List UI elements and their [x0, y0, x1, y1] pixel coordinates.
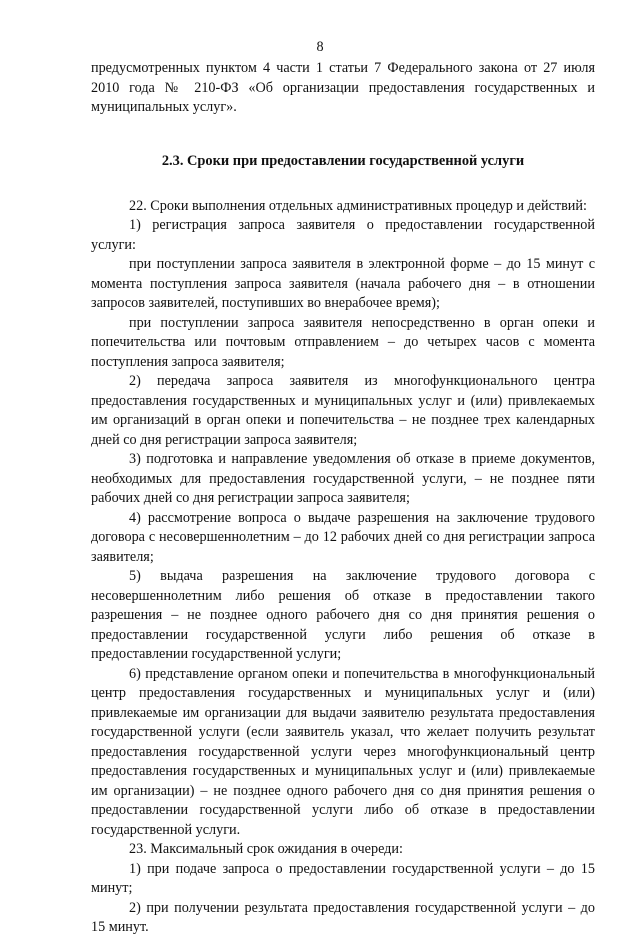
paragraph-22-item-1: 1) регистрация запроса заявителя о предоставлении государственной услуги:: [91, 217, 595, 253]
paragraph-22-item-5: 5) выдача разрешения на заключение трудового договора с несовершеннолетним либо решения об отказе в предоставлении такого разрешения – не позднее одного рабочего дня со дня принятия решения о предоставлении государственной услуги либо решения об отказе в предоставлении государственной услуги;: [91, 568, 595, 662]
paragraph-22: 22. Сроки выполнения отдельных административных процедур и действий:: [129, 197, 587, 214]
paragraph-22-item-1-direct: при поступлении запроса заявителя непосредственно в орган опеки и попечительства или почтовым отправлением – до четырех часов с момента поступления запроса заявителя;: [91, 314, 595, 370]
paragraph-22-item-4: 4) рассмотрение вопроса о выдаче разрешения на заключение трудового договора с несовершеннолетним – до 12 рабочих дней со дня регистрации запроса заявителя;: [91, 509, 595, 565]
intro-paragraph: предусмотренных пунктом 4 части 1 статьи 7 Федерального закона от 27 июля 2010 года № 210-ФЗ «Об организации предоставления государственных и муниципальных услуг».: [91, 60, 595, 115]
page-content: [91, 59, 595, 938]
paragraph-22-item-6: 6) представление органом опеки и попечительства в многофункциональный центр предоставления государственных и муниципальных услуг и (или) привлекаемые им организации для выдачи заявителю результата предоставления государственной услуги (если заявитель указал, что желает получить результат предоставления государственной услуги через многофункциональный центр предоставления государственных и муниципальных услуг и (или) привлекаемые им организации) – не позднее одного рабочего дня со дня принятия решения о предоставлении государственной услуги либо об отказе в предоставлении государственной услуги.: [91, 665, 595, 838]
paragraph-22-item-3: 3) подготовка и направление уведомления об отказе в приеме документов, необходимых для предоставления государственной услуги, – не позднее пяти рабочих дней со дня регистрации запроса заявителя;: [91, 451, 595, 506]
paragraph-22-item-1-electronic: при поступлении запроса заявителя в электронной форме – до 15 минут с момента поступления запроса заявителя (начала рабочего дня – в отношении запросов заявителей, поступивших во внерабочее время);: [91, 256, 595, 311]
paragraph-22-item-2: 2) передача запроса заявителя из многофункционального центра предоставления государственных и муниципальных услуг и (или) привлекаемых им организаций в орган опеки и попечительства – не позднее трех календарных дней со дня регистрации запроса заявителя;: [91, 373, 595, 448]
section-heading: 2.3. Сроки при предоставлении государственной услуги: [161, 152, 525, 169]
paragraph-23: 23. Максимальный срок ожидания в очереди:: [129, 841, 403, 857]
paragraph-23-item-1: 1) при подаче запроса о предоставлении государственной услуги – до 15 минут;: [91, 860, 595, 896]
page-number: 8: [316, 39, 324, 55]
paragraph-23-item-2: 2) при получении результата предоставления государственной услуги – до 15 минут.: [91, 899, 595, 935]
